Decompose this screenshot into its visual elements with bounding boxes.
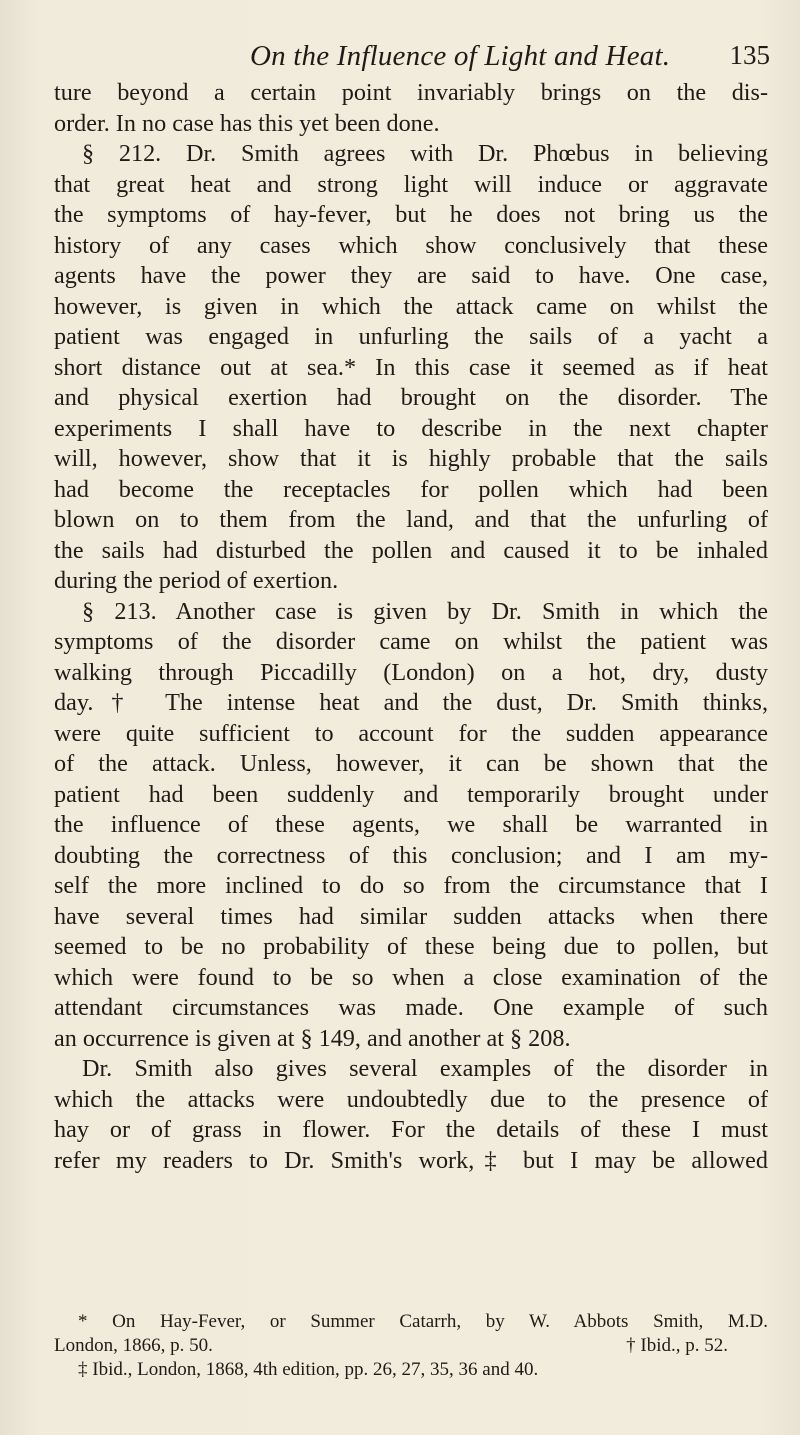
section-212-start: § 212. Dr. Smith agrees with Dr. Phœbus in believing [82,140,768,167]
text-line: that great heat and strong light will induce or aggravate [54,170,768,198]
text-line: self the more inclined to do so from the circumstance that I [54,872,768,899]
text-line: attendant circumstances was made. One example of such [54,994,768,1021]
text-line: which the attacks were undoubtedly due to the presence of [54,1085,768,1113]
text-line: agents have the power they are said to have. One case, [54,262,768,289]
footnote-row [54,1334,768,1358]
text-line: hay or of grass in flower. For the details of these I must [54,1116,768,1143]
text-line: patient was engaged in unfurling the sails of a yacht a [54,323,768,350]
text-line: however, is given in which the attack came on whilst the [54,292,768,320]
text-line: had become the receptacles for pollen which had been [54,475,768,503]
text-line: walking through Piccadilly (London) on a hot, dry, dusty [54,658,768,686]
text-line: will, however, show that it is highly probable that the sails [54,445,768,472]
text-line: short distance out at sea.* In this case it seemed as if heat [54,353,768,381]
footnote-3: ‡ Ibid., London, 1868, 4th edition, pp. 26, 27, 35, 36 and 40. [78,1359,539,1380]
text-line: day.† The intense heat and the dust, Dr. Smith thinks, [54,689,768,716]
section-213-start: § 213. Another case is given by Dr. Smith in which the [82,597,768,625]
text-line: patient had been suddenly and temporarily brought under [54,780,768,808]
text-line: blown on to them from the land, and that the unfurling of [54,506,768,533]
text-line: ture beyond a certain point invariably brings on the dis- [54,79,768,106]
body-text [54,78,768,1176]
text-line: symptoms of the disorder came on whilst the patient was [54,628,768,655]
footnotes [54,1310,768,1382]
text-line: doubting the correctness of this conclusion; and I am my- [54,841,768,869]
text-line: which were found to be so when a close examination of the [54,963,768,991]
text-line: refer my readers to Dr. Smith's work,‡ but I may be allowed [54,1146,768,1174]
text-line: and physical exertion had brought on the disorder. The [54,384,768,411]
text-line: were quite sufficient to account for the sudden appearance [54,719,768,747]
text-line: the influence of these agents, we shall be warranted in [54,811,768,838]
text-line: during the period of exertion. [54,567,339,594]
footnote-2: † Ibid., p. 52. [626,1335,728,1356]
text-line: an occurrence is given at § 149, and another at § 208. [54,1024,571,1052]
text-line: the symptoms of hay-fever, but he does not bring us the [54,201,768,228]
paragraph-start: Dr. Smith also gives several examples of the disorder in [82,1055,768,1082]
running-title: On the Influence of Light and Heat. [250,40,671,72]
footnote-1: * On Hay-Fever, or Summer Catarrh, by W. Abbots Smith, M.D. [78,1311,768,1332]
text-line: history of any cases which show conclusively that these [54,231,768,259]
text-line: of the attack. Unless, however, it can be shown that the [54,750,768,777]
page-number: 135 [729,40,770,70]
footnote-1-continued: London, 1866, p. 50. [54,1335,213,1356]
text-line: the sails had disturbed the pollen and caused it to be inhaled [54,536,768,564]
text-line: have several times had similar sudden attacks when there [54,902,768,930]
text-line: seemed to be no probability of these being due to pollen, but [54,933,768,960]
text-line: order. In no case has this yet been done. [54,109,440,137]
text-line: experiments I shall have to describe in the next chapter [54,414,768,442]
